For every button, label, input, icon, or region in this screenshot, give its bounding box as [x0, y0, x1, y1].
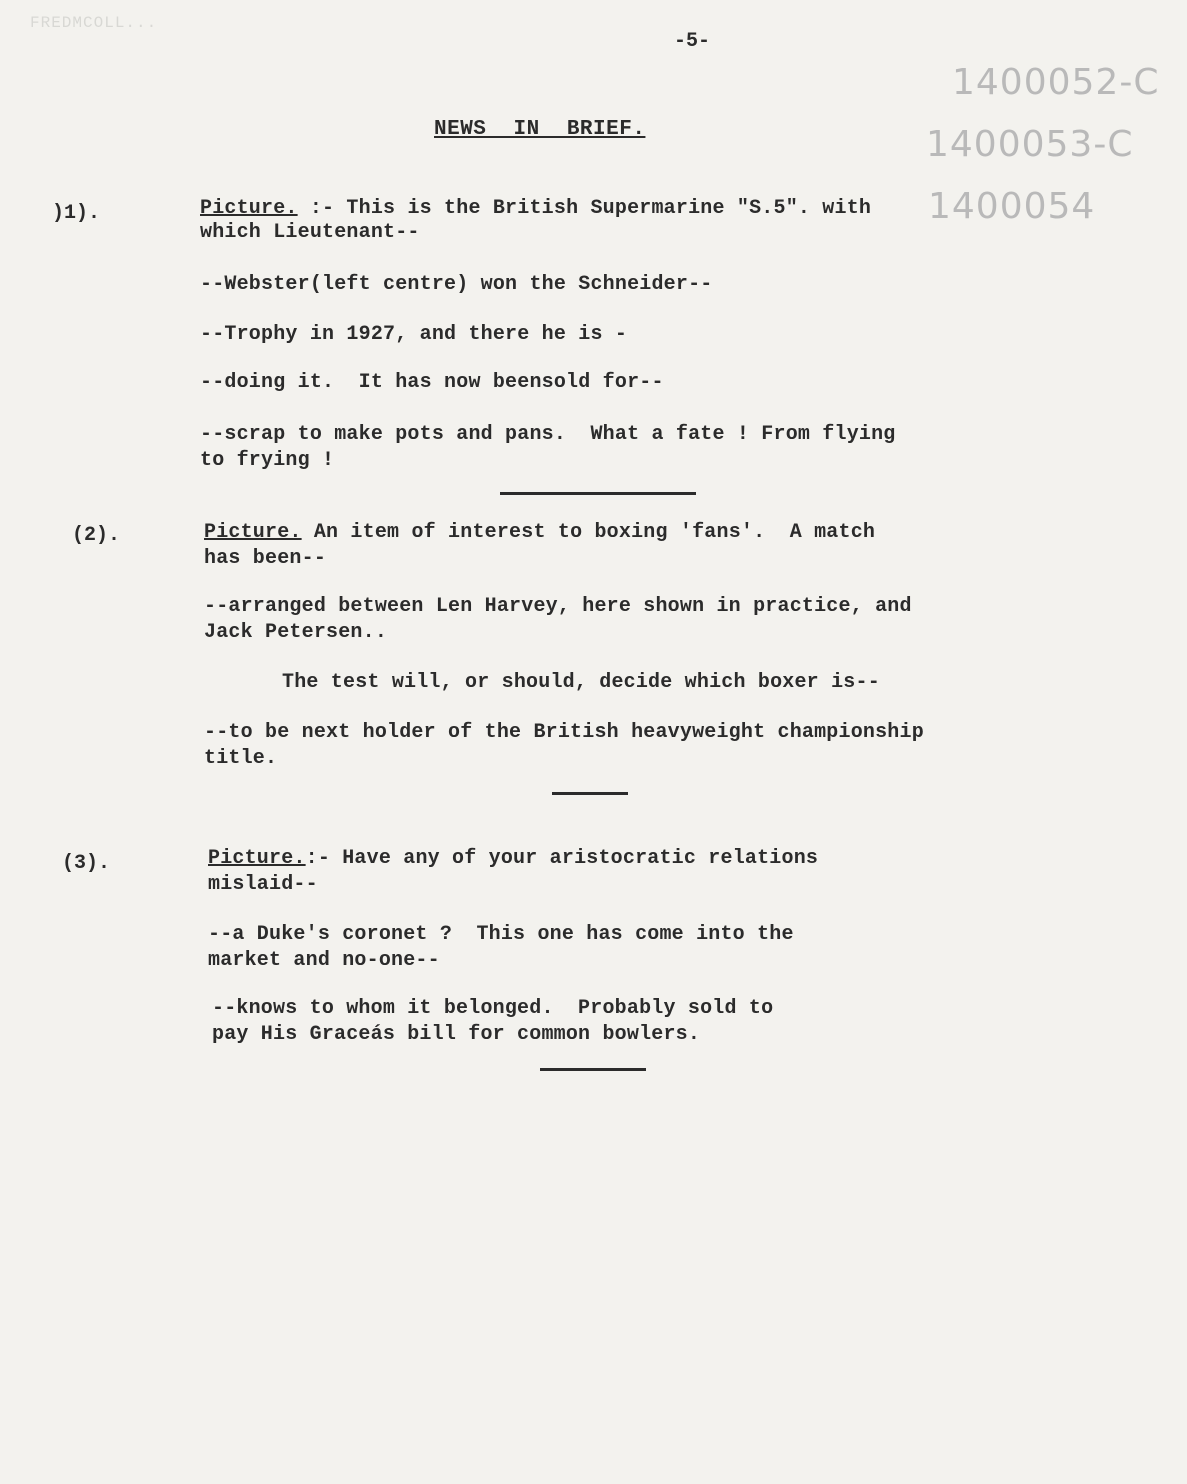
item-2-line-5: The test will, or should, decide which boxer is--: [282, 671, 880, 694]
page-title: NEWS IN BRIEF.: [434, 118, 646, 141]
item-3-line-4: market and no-one--: [208, 949, 440, 972]
item-3-label: Picture.: [208, 847, 306, 870]
handwritten-note-3: 1400054: [928, 186, 1096, 227]
item-3-line-3: --a Duke's coronet ? This one has come into the: [208, 923, 794, 946]
item-3-line-1: Picture.:- Have any of your aristocratic relations: [208, 847, 819, 870]
item-3-line-2: mislaid--: [208, 873, 318, 896]
item-2-line-2: has been--: [204, 547, 327, 570]
item-number-3: (3).: [62, 852, 111, 875]
item-1-label: Picture.: [200, 197, 298, 220]
item-2-line-1: Picture. An item of interest to boxing 'fans'. A match: [204, 521, 876, 544]
item-1-line-1: Picture. :- This is the British Supermarine "S.5". with: [200, 197, 872, 220]
handwritten-note-2: 1400053-C: [926, 124, 1134, 165]
item-3-line-5: --knows to whom it belonged. Probably sold to: [212, 997, 774, 1020]
item-2-line-6: --to be next holder of the British heavyweight championship: [204, 721, 924, 744]
item-2-line-4: Jack Petersen..: [204, 621, 388, 644]
item-number-1: )1).: [52, 202, 101, 225]
item-2-line-7: title.: [204, 747, 278, 770]
item-2-line-3: --arranged between Len Harvey, here shown in practice, and: [204, 595, 912, 618]
page-number: -5-: [674, 30, 711, 53]
item-1-line-5: --doing it. It has now beensold for--: [200, 371, 664, 394]
item-1-line-7: to frying !: [200, 449, 335, 472]
item-1-line-6: --scrap to make pots and pans. What a fate ! From flying: [200, 423, 896, 446]
section-divider-3: [540, 1068, 646, 1071]
item-3-line-6: pay His Graceás bill for common bowlers.: [212, 1023, 701, 1046]
faint-stamp: FREDMCOLL...: [30, 14, 158, 32]
item-number-2: (2).: [72, 524, 121, 547]
section-divider-2: [552, 792, 628, 795]
handwritten-note-1: 1400052-C: [952, 62, 1160, 103]
item-1-line-4: --Trophy in 1927, and there he is -: [200, 323, 628, 346]
section-divider-1: [500, 492, 696, 495]
item-2-label: Picture.: [204, 521, 302, 544]
item-1-line-3: --Webster(left centre) won the Schneider--: [200, 273, 713, 296]
item-1-line-2: which Lieutenant--: [200, 221, 420, 244]
